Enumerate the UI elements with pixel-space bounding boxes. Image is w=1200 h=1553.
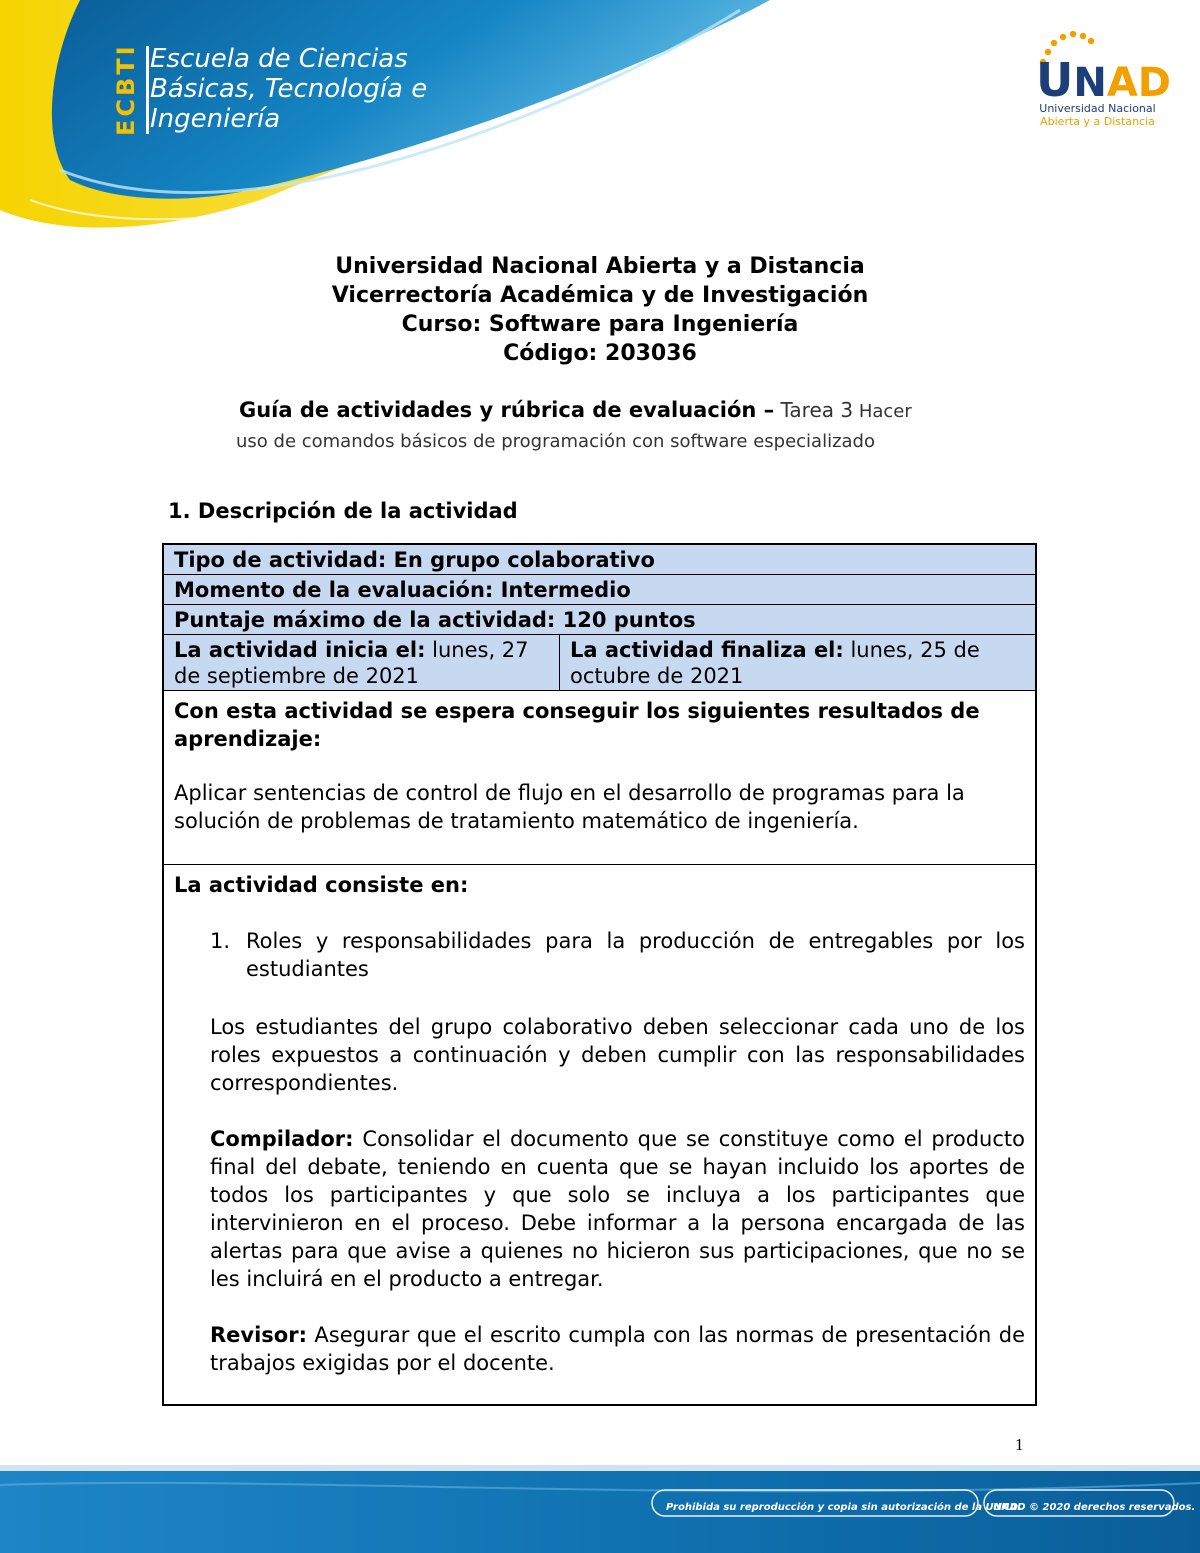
footer-rights: UNAD © 2020 derechos reservados. <box>993 1502 1196 1513</box>
start-date-label: La actividad inicia el: <box>174 638 426 662</box>
footer-copyright-notice: Prohibida su reproducción y copia sin autorización de la UNAD. <box>666 1502 1022 1513</box>
list-item <box>210 927 1025 983</box>
guide-title <box>236 395 1026 457</box>
row-puntaje: Puntaje máximo de la actividad: 120 puntos <box>164 605 1035 635</box>
compilador-text: Consolidar el documento que se constituye como el producto final del debate, teniendo en cuenta que se hayan incluido los aportes de todos los participantes y que solo se incluya a los participantes que intervinieron en el proceso. Debe informar a la persona encargada de las alertas para que avise a quienes no hicieron sus participaciones, que no se les incluirá en el producto a entregar. <box>210 1127 1025 1291</box>
revisor-text: Asegurar que el escrito cumpla con las normas de presentación de trabajos exigidas por el docente. <box>210 1323 1025 1375</box>
compilador-label: Compilador: <box>210 1127 354 1151</box>
end-date-label: La actividad finaliza el: <box>570 638 844 662</box>
learning-outcomes-text: Aplicar sentencias de control de flujo en el desarrollo de programas para la solución de problemas de tratamiento matemático de ingeniería. <box>174 781 965 833</box>
title-vicerrectoria: Vicerrectoría Académica y de Investigación <box>331 283 869 308</box>
page-number: 1 <box>1015 1435 1024 1454</box>
logo-text: UNAD <box>1036 53 1172 107</box>
guide-title-tarea: Tarea 3 <box>774 398 854 422</box>
revisor-label: Revisor: <box>210 1323 307 1347</box>
roles-intro: Los estudiantes del grupo colaborativo deben seleccionar cada uno de los roles expuestos a continuación y deben cumplir con las responsabilidades correspondientes. <box>210 1015 1025 1095</box>
logo-subtitle <box>1030 102 1165 128</box>
row-momento: Momento de la evaluación: Intermedio <box>164 575 1035 605</box>
consists-body <box>174 927 1025 1377</box>
activity-table <box>162 543 1037 1406</box>
title-university: Universidad Nacional Abierta y a Distancia <box>335 254 865 279</box>
school-line-1: Escuela de Ciencias <box>150 44 408 74</box>
list-item-text: Roles y responsabilidades para la producción de entregables por los estudiantes <box>246 929 1025 981</box>
learning-outcomes-title: Con esta actividad se espera conseguir los siguientes resultados de aprendizaje: <box>174 699 980 751</box>
guide-title-rest: Hacer <box>853 401 912 422</box>
school-name <box>150 44 427 134</box>
row-dates <box>164 635 1035 691</box>
guide-title-bold: Guía de actividades y rúbrica de evaluación – <box>239 398 775 422</box>
list-item-number: 1. <box>210 929 231 953</box>
consists-title: La actividad consiste en: <box>174 873 469 897</box>
school-line-2: Básicas, Tecnología e <box>150 74 428 104</box>
ecbti-vertical-label: ECBTI <box>112 43 140 137</box>
section-heading: 1. Descripción de la actividad <box>168 499 518 523</box>
row-tipo: Tipo de actividad: En grupo colaborativo <box>164 545 1035 575</box>
guide-title-line-2: uso de comandos básicos de programación con software especializado <box>236 431 875 452</box>
role-revisor <box>210 1321 1025 1377</box>
row-learning-outcomes <box>164 691 1035 865</box>
logo-subtitle-line-1: Universidad Nacional <box>1039 102 1156 115</box>
school-line-3: Ingeniería <box>150 104 281 134</box>
cell-end-date <box>560 635 1035 690</box>
title-code: Código: 203036 <box>503 341 697 366</box>
title-course: Curso: Software para Ingeniería <box>401 312 799 337</box>
end-date-value: lunes, 25 de octubre de 2021 <box>570 638 980 688</box>
cell-start-date <box>164 635 560 690</box>
document-titles <box>0 252 1200 368</box>
start-date-value: lunes, 27 de septiembre de 2021 <box>174 638 529 688</box>
header-divider <box>146 46 149 134</box>
row-activity-consists <box>164 865 1035 1404</box>
logo-subtitle-line-2: Abierta y a Distancia <box>1040 115 1155 128</box>
role-compilador <box>210 1125 1025 1293</box>
